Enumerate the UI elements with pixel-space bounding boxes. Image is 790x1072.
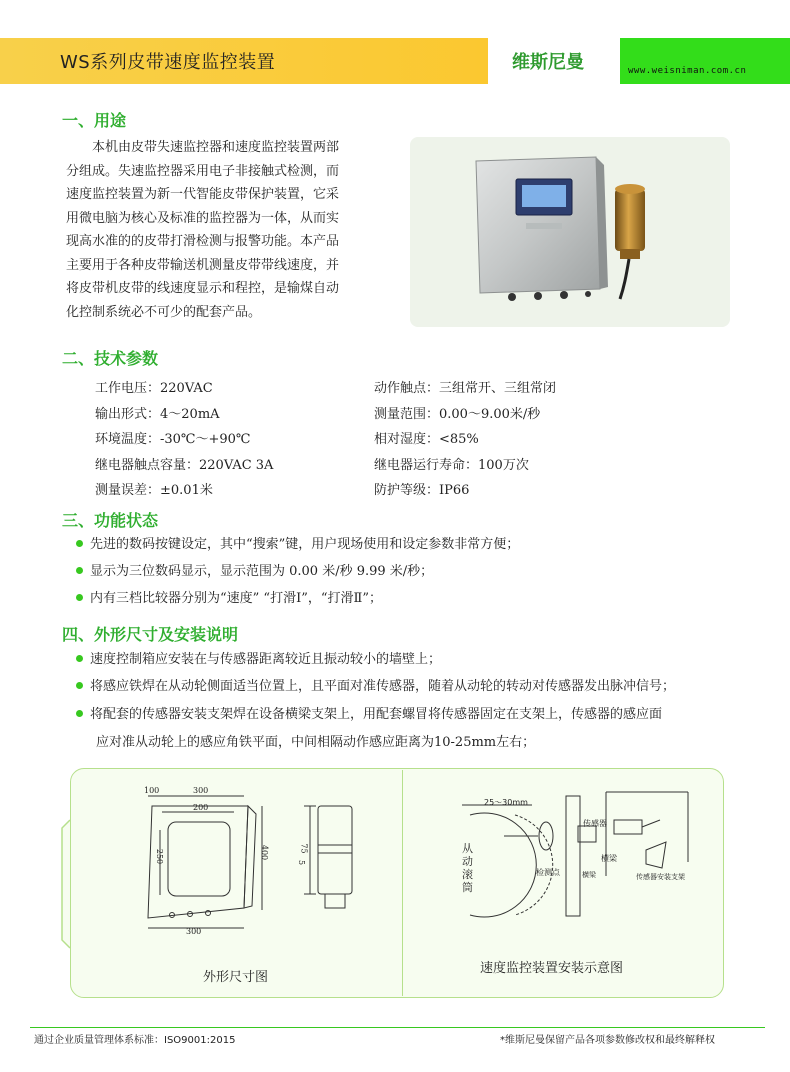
param-item: 测量误差：±0.01米 xyxy=(95,483,213,498)
outline-caption: 外形尺寸图 xyxy=(203,970,269,985)
roller-char: 筒 xyxy=(462,881,473,894)
bracket-label: 传感器安装支架 xyxy=(636,873,685,881)
use-line: 将皮带机皮带的线速度显示和程控，是输煤自动 xyxy=(66,281,340,296)
param-item: 输出形式：4～20mA xyxy=(95,406,220,422)
roller-label xyxy=(462,842,474,894)
page-title: WS系列皮带速度监控装置 xyxy=(60,52,276,73)
detection-point-label: 检测点 xyxy=(536,868,560,877)
param-item: 动作触点：三组常开、三组常闭 xyxy=(374,381,557,396)
installation-drawing xyxy=(462,792,688,917)
distance-label: 25～30mm xyxy=(484,798,528,807)
section-heading-install: 四、外形尺寸及安装说明 xyxy=(62,625,239,644)
dim-label: 200 xyxy=(193,803,209,812)
brand-name: 维斯尼曼 xyxy=(512,52,584,73)
param-item: 工作电压：220VAC xyxy=(95,381,213,396)
footer-certification: 通过企业质量管理体系标准：ISO9001:2015 xyxy=(34,1035,236,1046)
roller-char: 滚 xyxy=(462,868,473,881)
dim-label: 250 xyxy=(155,848,165,865)
dim-label: 300 xyxy=(193,786,209,795)
use-line: 分组成。失速监控器采用电子非接触式检测，而 xyxy=(66,163,340,179)
bullet-text: 速度控制箱应安装在与传感器距离较近且振动较小的墙壁上； xyxy=(90,652,442,667)
beam-label: 横梁 xyxy=(582,871,596,879)
param-item: 继电器运行寿命：100万次 xyxy=(374,457,529,473)
install-continuation: 应对准从动轮上的感应角铁平面，中间相隔动作感应距离为10-25mm左右； xyxy=(96,735,536,750)
use-line: 化控制系统必不可少的配套产品。 xyxy=(66,304,262,320)
use-line: 本机由皮带失速监控器和速度监控装置两部 xyxy=(92,140,340,155)
param-item: 测量范围：0.00～9.00米/秒 xyxy=(374,406,541,422)
bullet-text: 将配套的传感器安装支架焊在设备横梁支架上，用配套螺冒将传感器固定在支架上，传感器的感应面 xyxy=(90,707,663,722)
dim-label: 400 xyxy=(260,844,270,861)
sensor-outline-drawing xyxy=(304,806,352,908)
param-item: 继电器触点容量：220VAC 3A xyxy=(95,457,274,473)
sensor-label: 传感器 xyxy=(583,819,607,828)
install-caption: 速度监控装置安装示意图 xyxy=(480,961,624,976)
beam-label: 横梁 xyxy=(601,854,617,863)
roller-char: 从 xyxy=(462,842,473,855)
dim-label: 75 xyxy=(299,843,309,854)
param-item: 环境温度：-30℃～+90℃ xyxy=(95,432,251,447)
section-heading-function: 三、功能状态 xyxy=(62,511,159,530)
website-url: www.weisniman.com.cn xyxy=(628,66,747,76)
dim-label: 100 xyxy=(144,786,160,795)
section-heading-params: 二、技术参数 xyxy=(62,349,159,368)
use-line: 现高水准的的皮带打滑检测与报警功能。本产品 xyxy=(66,234,340,249)
footer-disclaimer: *维斯尼曼保留产品各项参数修改权和最终解释权 xyxy=(500,1035,715,1046)
dim-label: 300 xyxy=(186,927,202,936)
use-line: 用微电脑为核心及标准的监控器为一体，从而实 xyxy=(66,210,340,226)
bullet-text: 将感应铁焊在从动轮侧面适当位置上，且平面对准传感器，随着从动轮的转动对传感器发出脉冲信号； xyxy=(90,679,676,694)
dim-label: 5 xyxy=(297,859,307,866)
use-line: 速度监控装置为新一代智能皮带保护装置，它采 xyxy=(66,187,340,202)
use-line: 主要用于各种皮带输送机测量皮带带线速度，并 xyxy=(66,257,340,273)
bullet-text: 显示为三位数码显示，显示范围为 0.00 米/秒 9.99 米/秒； xyxy=(90,564,434,579)
bullet-text: 内有三档比较器分别为“速度” “打滑Ⅰ”，“打滑Ⅱ”； xyxy=(90,591,382,606)
param-item: 防护等级：IP66 xyxy=(374,483,470,498)
footer-line xyxy=(30,1027,765,1028)
enclosure-outline-drawing xyxy=(148,796,262,928)
bullet-text: 先进的数码按键设定，其中“搜索”键，用户现场使用和设定参数非常方便； xyxy=(90,537,520,552)
param-item: 相对湿度：<85% xyxy=(374,432,479,447)
roller-char: 动 xyxy=(462,855,473,868)
section-heading-use: 一、用途 xyxy=(62,111,127,130)
